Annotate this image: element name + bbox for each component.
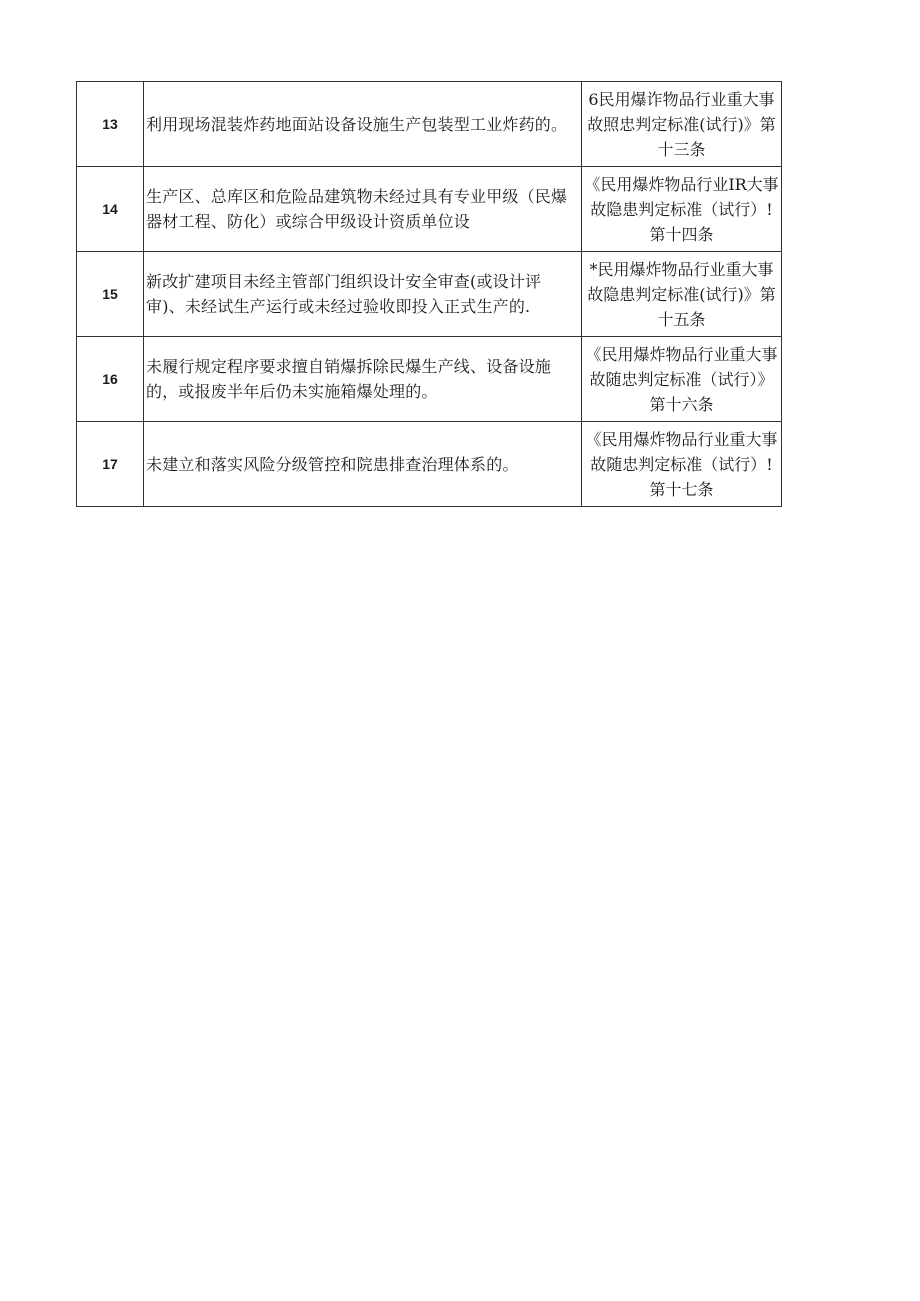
- regulation-reference-text: 《民用爆炸物品行业重大事故随忠判定标准（试行）!第十七条: [585, 429, 778, 499]
- regulation-reference: [582, 422, 782, 507]
- regulation-reference: [582, 337, 782, 422]
- hazard-description: [144, 337, 582, 422]
- hazard-criteria-table: [76, 81, 782, 507]
- hazard-description-text: 生产区、总库区和危险品建筑物未经过具有专业甲级（民爆器材工程、防化）或综合甲级设计资质单位设: [146, 187, 568, 231]
- regulation-reference: [582, 167, 782, 252]
- hazard-description: [144, 422, 582, 507]
- row-number: 16: [77, 337, 144, 422]
- hazard-table-container: [76, 81, 781, 507]
- hazard-description-text: 新改扩建项目未经主管部门组织设计安全审查(或设计评审)、未经试生产运行或未经过验收即投入正式生产的.: [146, 272, 542, 316]
- hazard-description-text: 利用现场混装炸药地面站设备设施生产包装型工业炸药的。: [146, 114, 568, 134]
- row-number: 14: [77, 167, 144, 252]
- table-row: [77, 82, 782, 167]
- hazard-description: [144, 167, 582, 252]
- table-row: [77, 337, 782, 422]
- hazard-description: [144, 82, 582, 167]
- row-number: 15: [77, 252, 144, 337]
- regulation-reference-text: 《民用爆炸物品行业重大事故随忠判定标准（试行）》第十六条: [585, 344, 778, 414]
- regulation-reference-text: 6民用爆诈物品行业重大事故照忠判定标准(试行)》第十三条: [587, 89, 776, 159]
- hazard-description: [144, 252, 582, 337]
- table-row: [77, 252, 782, 337]
- regulation-reference-text: 《民用爆炸物品行业IR大事故隐患判定标准（试行）!第十四条: [584, 174, 779, 244]
- hazard-description-text: 未履行规定程序要求擅自销爆拆除民爆生产线、设备设施的，或报废半年后仍未实施箱爆处理的。: [146, 357, 552, 401]
- row-number: 13: [77, 82, 144, 167]
- regulation-reference: [582, 252, 782, 337]
- table-row: [77, 422, 782, 507]
- regulation-reference-text: *民用爆炸物品行业重大事故隐患判定标准(试行)》第十五条: [587, 259, 776, 329]
- regulation-reference: [582, 82, 782, 167]
- table-row: [77, 167, 782, 252]
- hazard-description-text: 未建立和落实风险分级管控和院患排查治理体系的。: [146, 454, 519, 474]
- row-number: 17: [77, 422, 144, 507]
